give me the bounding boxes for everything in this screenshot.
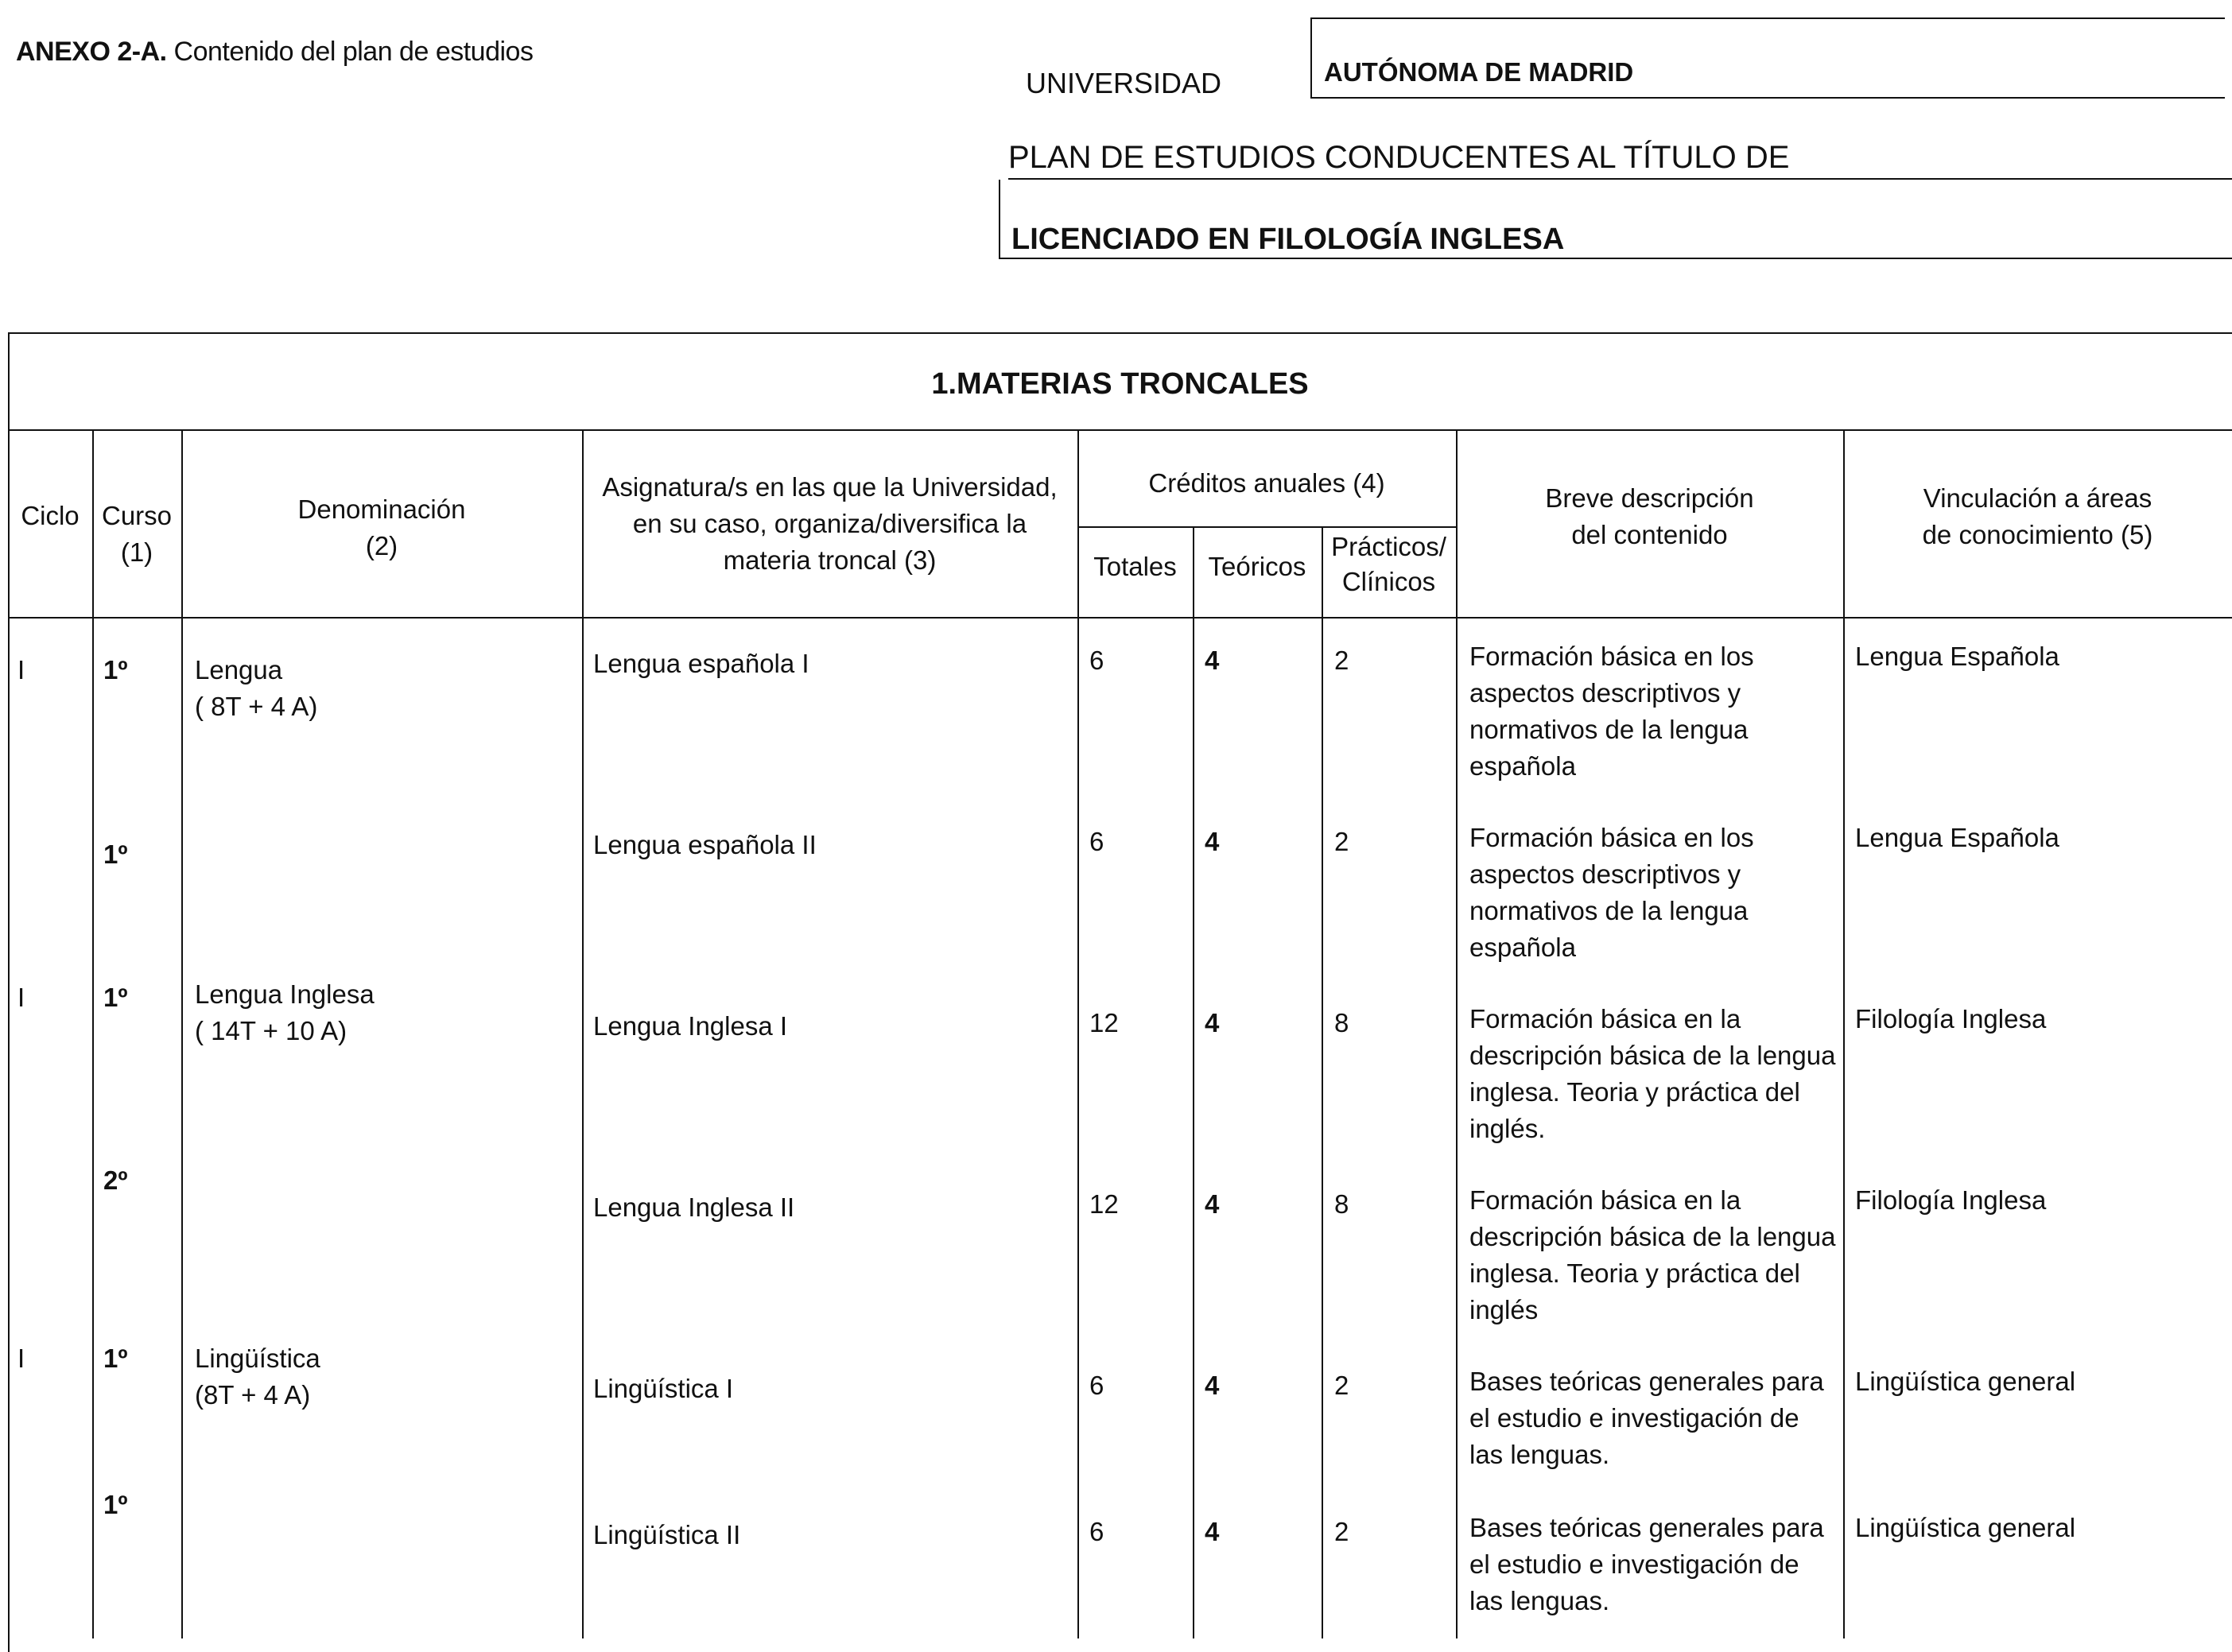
table-rule: [1077, 526, 1456, 528]
cell-desc-line: inglés: [1469, 1295, 1539, 1324]
header-practicos-line: Prácticos/: [1331, 532, 1446, 561]
cell-area: Lingüística general: [1855, 1513, 2076, 1542]
table-rule: [1077, 431, 1079, 1638]
cell-teoricos: 4: [1205, 1008, 1220, 1037]
table-rule: [1456, 431, 1458, 1638]
header-asignatura: [582, 469, 1077, 579]
table-rule: [582, 431, 584, 1638]
cell-totales: 12: [1089, 1008, 1119, 1037]
cell-ciclo: I: [17, 983, 25, 1012]
cell-totales: 12: [1089, 1189, 1119, 1219]
cell-desc-line: descripción básica de la lengua: [1469, 1041, 1836, 1070]
cell-desc-line: Formación básica en los: [1469, 823, 1754, 852]
cell-desc-line: las lenguas.: [1469, 1586, 1610, 1615]
header-ciclo: Ciclo: [21, 501, 80, 530]
cell-asignatura: Lengua Inglesa II: [593, 1192, 795, 1222]
table-rule: [1193, 528, 1194, 1638]
cell-totales: 6: [1089, 827, 1104, 856]
cell-denominacion-line: Lengua: [195, 655, 283, 684]
header-descripcion-line: del contenido: [1571, 520, 1728, 549]
cell-area: Filología Inglesa: [1855, 1185, 2047, 1215]
degree-name: LICENCIADO EN FILOLOGÍA INGLESA: [1011, 223, 1565, 256]
cell-teoricos: 4: [1205, 646, 1220, 675]
header-descripcion-line: Breve descripción: [1545, 483, 1754, 513]
cell-denominacion-line: Lengua Inglesa: [195, 979, 375, 1009]
header-denominacion-line: (2): [365, 531, 398, 560]
cell-desc-line: Formación básica en la: [1469, 1185, 1741, 1215]
cell-teoricos: 4: [1205, 1189, 1220, 1219]
cell-curso: 1º: [103, 655, 128, 684]
cell-desc-line: inglés.: [1469, 1114, 1546, 1143]
header-practicos-line: Clínicos: [1341, 567, 1436, 596]
cell-denominacion-line: ( 8T + 4 A): [195, 692, 318, 721]
table-rule: [8, 617, 2232, 619]
cell-asignatura: Lingüística I: [593, 1374, 734, 1403]
cell-descripcion: [1469, 1510, 1824, 1619]
cell-descripcion: [1469, 820, 1754, 966]
cell-teoricos: 4: [1205, 1371, 1220, 1400]
table-rule: [8, 429, 2232, 431]
annex-prefix: ANEXO 2-A.: [16, 37, 167, 67]
header-descripcion: [1456, 480, 1843, 553]
cell-desc-line: Formación básica en la: [1469, 1004, 1741, 1033]
cell-curso: 1º: [103, 983, 128, 1012]
header-denominacion-line: Denominación: [297, 494, 466, 524]
cell-practicos: 2: [1334, 827, 1349, 856]
annex-text: Contenido del plan de estudios: [173, 37, 534, 67]
header-vinculacion: [1843, 480, 2232, 553]
cell-curso: 1º: [103, 840, 128, 869]
cell-teoricos: 4: [1205, 827, 1220, 856]
cell-desc-line: española: [1469, 751, 1576, 781]
plan-label: PLAN DE ESTUDIOS CONDUCENTES AL TÍTULO DE: [1008, 140, 1790, 175]
cell-descripcion: [1469, 1001, 1835, 1147]
cell-desc-line: inglesa. Teoria y práctica del: [1469, 1258, 1800, 1288]
cell-desc-line: descripción básica de la lengua: [1469, 1222, 1836, 1251]
header-asignatura-line: Asignatura/s en las que la Universidad,: [602, 472, 1058, 502]
cell-area: Filología Inglesa: [1855, 1004, 2047, 1033]
cell-desc-line: aspectos descriptivos y: [1469, 859, 1741, 889]
cell-desc-line: española: [1469, 933, 1576, 962]
cell-totales: 6: [1089, 1517, 1104, 1546]
annex-heading: [16, 37, 533, 68]
cell-asignatura: Lengua Inglesa I: [593, 1011, 788, 1041]
cell-denominacion-line: Lingüística: [195, 1344, 320, 1373]
cell-asignatura: Lingüística II: [593, 1520, 741, 1549]
cell-desc-line: normativos de la lengua: [1469, 896, 1749, 925]
cell-desc-line: Formación básica en los: [1469, 642, 1754, 671]
header-asignatura-line: en su caso, organiza/diversifica la: [632, 509, 1027, 538]
section-title: 1.MATERIAS TRONCALES: [931, 367, 1309, 401]
cell-denominacion: [195, 652, 317, 725]
cell-practicos: 2: [1334, 646, 1349, 675]
cell-asignatura: Lengua española I: [593, 649, 809, 678]
cell-desc-line: el estudio e investigación de: [1469, 1549, 1799, 1579]
header-curso-line: Curso: [101, 501, 173, 530]
university-name: AUTÓNOMA DE MADRID: [1324, 57, 1634, 87]
cell-area: Lengua Española: [1855, 642, 2059, 671]
cell-curso: 1º: [103, 1490, 128, 1519]
cell-denominacion-line: ( 14T + 10 A): [195, 1016, 347, 1045]
cell-desc-line: normativos de la lengua: [1469, 715, 1749, 744]
cell-practicos: 8: [1334, 1008, 1349, 1037]
cell-practicos: 8: [1334, 1189, 1349, 1219]
header-denominacion: [181, 491, 582, 564]
cell-asignatura: Lengua española II: [593, 830, 817, 859]
cell-desc-line: Bases teóricas generales para: [1469, 1367, 1824, 1396]
header-vinculacion-line: de conocimiento (5): [1922, 520, 2153, 549]
cell-curso: 1º: [103, 1344, 128, 1373]
cell-teoricos: 4: [1205, 1517, 1220, 1546]
cell-denominacion: [195, 976, 375, 1049]
cell-desc-line: el estudio e investigación de: [1469, 1403, 1799, 1433]
cell-totales: 6: [1089, 1371, 1104, 1400]
cell-desc-line: inglesa. Teoria y práctica del: [1469, 1077, 1800, 1107]
cell-descripcion: [1469, 638, 1754, 785]
table-rule: [1843, 431, 1845, 1638]
cell-desc-line: las lenguas.: [1469, 1440, 1610, 1469]
header-asignatura-line: materia troncal (3): [723, 545, 937, 575]
cell-area: Lingüística general: [1855, 1367, 2076, 1396]
table-rule: [1322, 528, 1323, 1638]
cell-practicos: 2: [1334, 1371, 1349, 1400]
cell-descripcion: [1469, 1182, 1835, 1328]
header-teoricos: Teóricos: [1208, 552, 1306, 581]
header-curso: [92, 498, 181, 571]
header-curso-line: (1): [120, 537, 153, 567]
cell-curso: 2º: [103, 1165, 128, 1195]
cell-totales: 6: [1089, 646, 1104, 675]
cell-descripcion: [1469, 1363, 1824, 1473]
cell-desc-line: Bases teóricas generales para: [1469, 1513, 1824, 1542]
cell-area: Lengua Española: [1855, 823, 2059, 852]
cell-desc-line: aspectos descriptivos y: [1469, 678, 1741, 708]
table-rule: [181, 431, 183, 1638]
university-label: UNIVERSIDAD: [1026, 67, 1222, 99]
header-creditos: Créditos anuales (4): [1148, 468, 1385, 498]
table-rule: [92, 431, 94, 1638]
header-practicos: [1322, 529, 1456, 599]
cell-denominacion-line: (8T + 4 A): [195, 1380, 311, 1410]
cell-ciclo: I: [17, 655, 25, 684]
cell-denominacion: [195, 1340, 320, 1414]
cell-ciclo: I: [17, 1344, 25, 1373]
header-totales: Totales: [1093, 552, 1177, 581]
cell-practicos: 2: [1334, 1517, 1349, 1546]
header-vinculacion-line: Vinculación a áreas: [1923, 483, 2152, 513]
